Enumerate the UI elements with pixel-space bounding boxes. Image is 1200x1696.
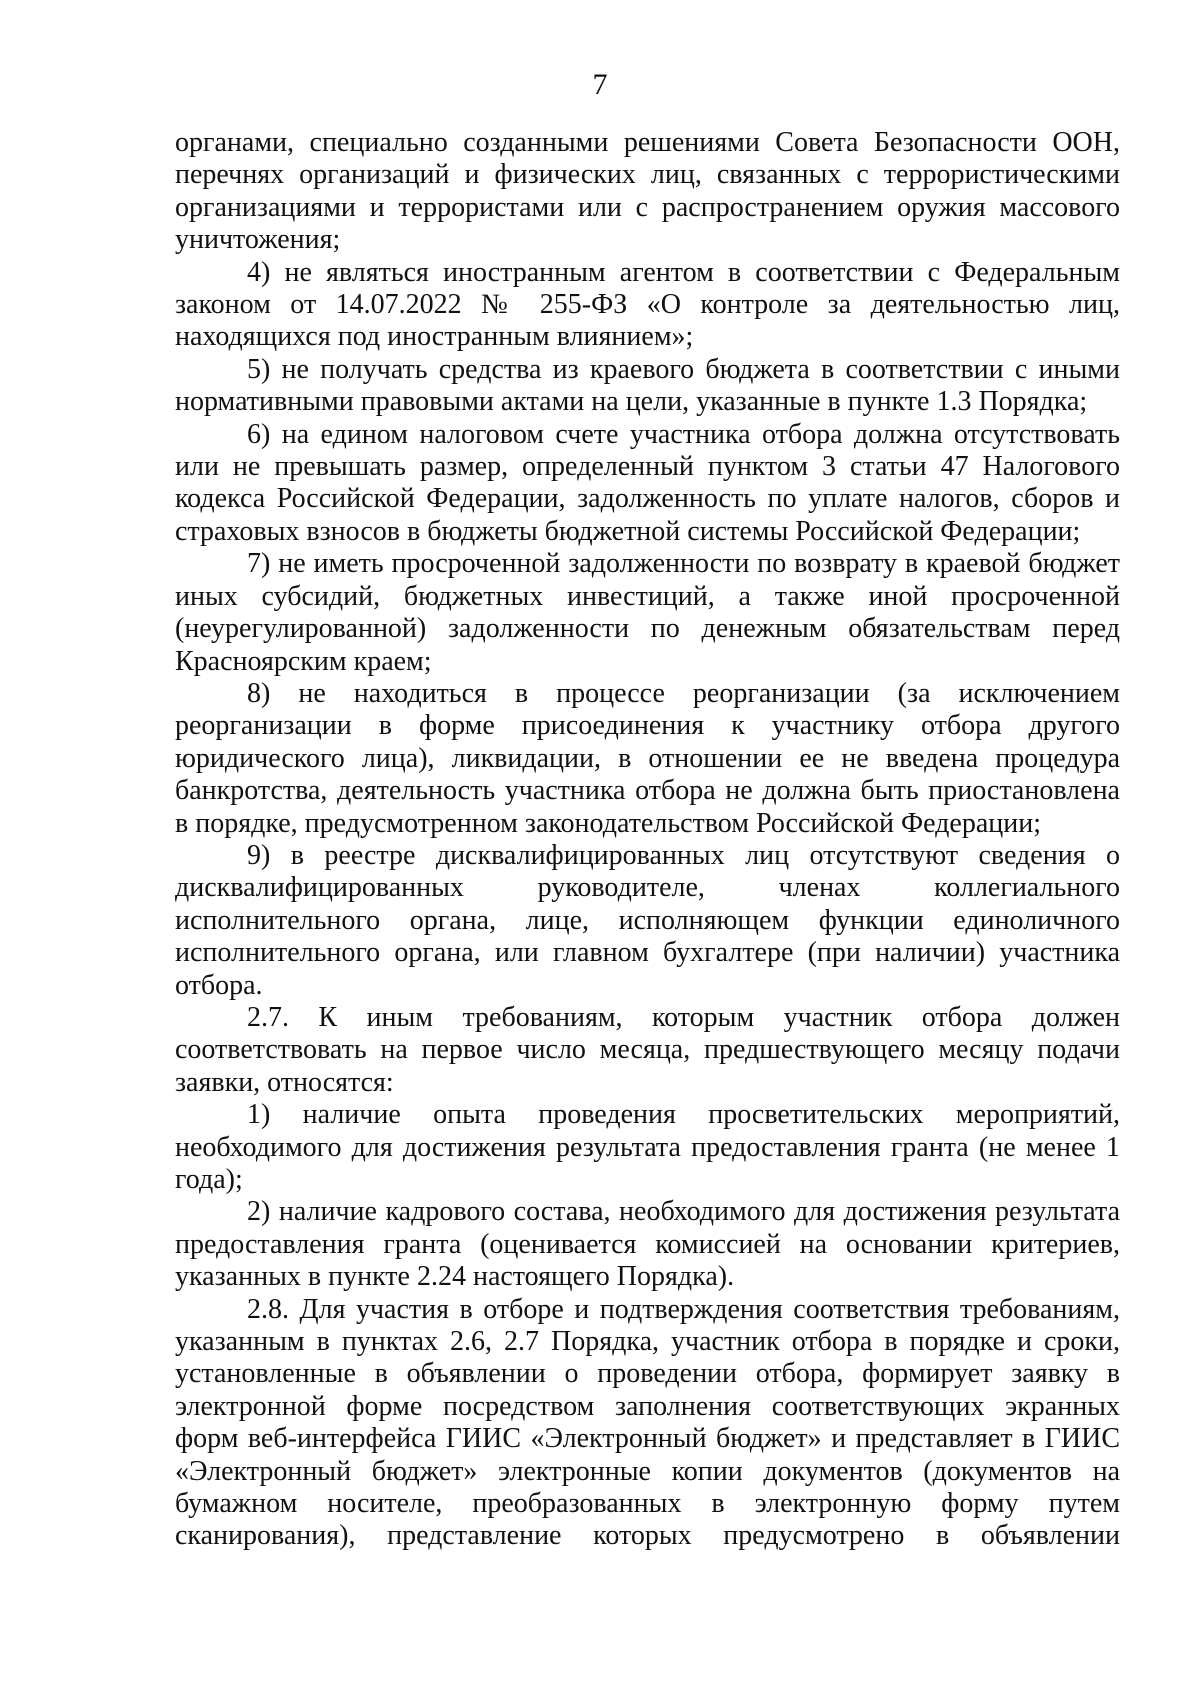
paragraph-clause-2-7: 2.7. К иным требованиям, которым участник отбора должен соответствовать на первое число месяца, предшествующего месяцу подачи заявки, относятся: (175, 1001, 1120, 1098)
document-text (175, 127, 1120, 1553)
paragraph-requirement-6: 6) на едином налоговом счете участника отбора должна отсутствовать или не превышать размер, определенный пунктом 3 статьи 47 Налогового кодекса Российской Федерации, задолженность по уплате налогов, сборов и страховых взносов в бюджеты бюджетной системы Российской Федерации; (175, 418, 1120, 547)
paragraph-sanctions-lists-continuation: органами, специально созданными решениями Совета Безопасности ООН, перечнях организаций и физических лиц, связанных с террористическими организациями и террористами или с распространением оружия массового уничтожения; (175, 127, 1120, 256)
paragraph-requirement-7: 7) не иметь просроченной задолженности по возврату в краевой бюджет иных субсидий, бюджетных инвестиций, а также иной просроченной (неурегулированной) задолженности по денежным обязательствам перед Красноярским краем; (175, 548, 1120, 677)
paragraph-requirement-9: 9) в реестре дисквалифицированных лиц отсутствуют сведения о дисквалифицированных руководителе, членах коллегиального исполнительного органа, лице, исполняющем функции единоличного исполнительного органа, или главном бухгалтере (при наличии) участника отбора. (175, 839, 1120, 1001)
paragraph-requirement-4: 4) не являться иностранным агентом в соответствии с Федеральным законом от 14.07.2022 № 255-ФЗ «О контроле за деятельностью лиц, находящихся под иностранным влиянием»; (175, 256, 1120, 353)
paragraph-clause-2-7-item-1: 1) наличие опыта проведения просветительских мероприятий, необходимого для достижения результата предоставления гранта (не менее 1 года); (175, 1099, 1120, 1195)
paragraph-clause-2-7-item-2: 2) наличие кадрового состава, необходимого для достижения результата предоставления гранта (оценивается комиссией на основании критериев, указанных в пункте 2.24 настоящего Порядка). (175, 1196, 1120, 1293)
page-number: 7 (592, 68, 608, 101)
paragraph-requirement-8: 8) не находиться в процессе реорганизации (за исключением реорганизации в форме присоединения к участнику отбора другого юридического лица), ликвидации, в отношении ее не введена процедура банкротства, деятельность участника отбора не должна быть приостановлена в порядке, предусмотренном законодательством Российской Федерации; (175, 677, 1120, 839)
paragraph-requirement-5: 5) не получать средства из краевого бюджета в соответствии с иными нормативными правовыми актами на цели, указанные в пункте 1.3 Порядка; (175, 353, 1120, 418)
paragraph-clause-2-8: 2.8. Для участия в отборе и подтверждения соответствия требованиям, указанным в пунктах 2.6, 2.7 Порядка, участник отбора в порядке и сроки, установленные в объявлении о проведении отбора, формирует заявку в электронной форме посредством заполнения соответствующих экранных форм веб-интерфейса ГИИС «Электронный бюджет» и представляет в ГИИС «Электронный бюджет» электронные копии документов (документов на бумажном носителе, преобразованных в электронную форму путем сканирования), представление которых предусмотрено в объявлении (175, 1293, 1120, 1552)
